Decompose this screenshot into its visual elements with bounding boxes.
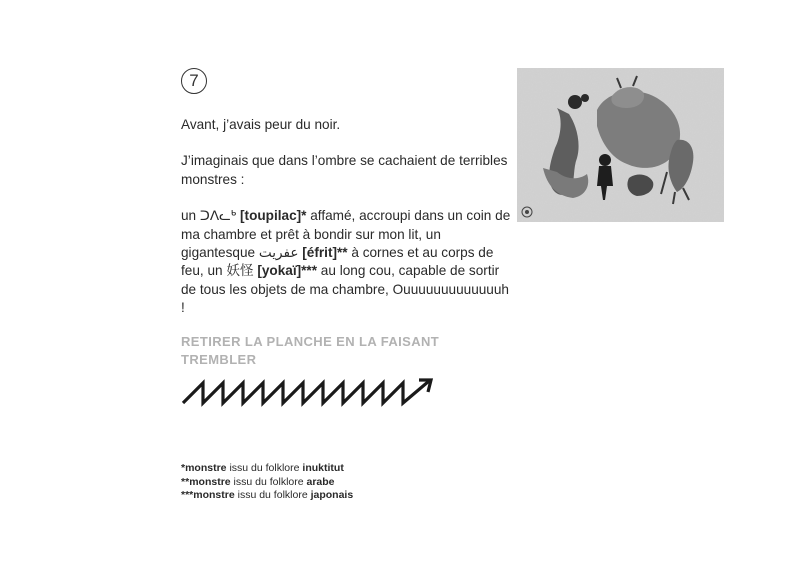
- paragraph-2: J’imaginais que dans l’ombre se cachaient de terribles monstres :: [181, 153, 508, 187]
- zigzag-arrow-icon: [181, 375, 443, 407]
- footnote-1: [181, 462, 353, 476]
- inuktitut-word: ᑐᐱᓚᒃ: [199, 208, 237, 224]
- term-toupilac: [toupilac]*: [236, 208, 307, 224]
- footnote-word: monstre: [185, 462, 227, 474]
- footnote-word: monstre: [189, 475, 231, 488]
- footnote-origin: arabe: [306, 475, 335, 488]
- arabic-word: عفريت: [258, 245, 299, 261]
- footnote-word: monstre: [193, 489, 235, 501]
- text-segment: un: [181, 208, 200, 224]
- footnotes: [181, 462, 353, 503]
- footnote-text: issu du folklore: [234, 489, 311, 501]
- page-number: 7: [181, 68, 207, 94]
- term-yokai: [yokaï]***: [257, 263, 318, 279]
- paragraph-3: [181, 207, 511, 317]
- footnote-marker: *: [181, 462, 186, 474]
- footnote-3: [181, 489, 353, 503]
- text-segment: affamé, accroupi dans un coin de ma chambre et prêt à bondir sur mon lit, un gigantesque: [181, 208, 511, 261]
- footnote-origin: inuktitut: [302, 462, 344, 474]
- text-segment: au long cou, capable de sortir de tous les objets de ma chambre, Ouuuuuuuuuuuuuh !: [181, 263, 509, 316]
- footnote-origin: japonais: [310, 489, 354, 501]
- footnote-marker: ***: [181, 489, 194, 501]
- instruction-text: RETIRER LA PLANCHE EN LA FAISANT TREMBLER: [181, 334, 440, 367]
- term-efrit: [éfrit]**: [298, 245, 348, 261]
- text-segment: à cornes et au corps de feu, un: [181, 245, 494, 279]
- story-text: [181, 116, 511, 336]
- paragraph-1: Avant, j’avais peur du noir.: [181, 117, 341, 132]
- footnote-text: issu du folklore: [230, 475, 307, 488]
- footnote-text: issu du folklore: [226, 462, 303, 474]
- japanese-word: 妖怪: [226, 263, 254, 279]
- footnote-2: [181, 476, 353, 490]
- monsters-illustration: [517, 68, 724, 222]
- footnote-marker: **: [181, 475, 190, 488]
